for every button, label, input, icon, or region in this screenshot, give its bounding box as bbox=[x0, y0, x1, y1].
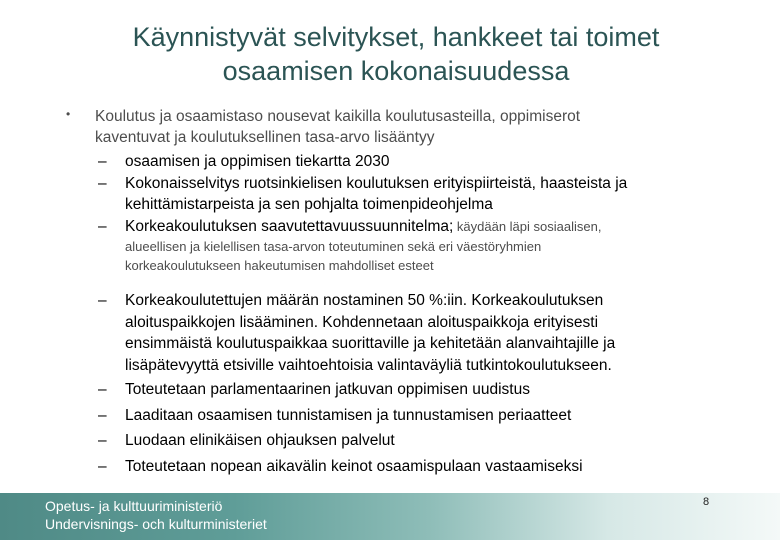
sub-item-text: ensimmäistä koulutuspaikkaa suorittaville ja kehitetään alanvaihtajille ja bbox=[125, 335, 616, 352]
sub-item-graduates-target bbox=[98, 290, 740, 376]
dash-marker: – bbox=[98, 381, 107, 398]
sub-item-recognition-principles bbox=[98, 405, 740, 427]
main-bullet-line-1: Koulutus ja osaamistaso nousevat kaikilla koulutusasteilla, oppimiserot bbox=[95, 108, 581, 125]
sub-item-swedish-education bbox=[98, 173, 740, 216]
sub-item-text: Korkeakoulutettujen määrän nostaminen 50 %:iin. Korkeakoulutuksen bbox=[125, 292, 604, 309]
sub-item-guidance-services bbox=[98, 430, 740, 452]
sub-item-skills-shortage bbox=[98, 456, 740, 478]
sub-item-small-text: alueellisen ja kielellisen tasa-arvon toteutuminen sekä eri väestöryhmien bbox=[125, 239, 542, 254]
dash-marker: – bbox=[98, 153, 107, 170]
main-bullet-text bbox=[95, 106, 735, 148]
sub-item-text: kehittämistarpeista ja sen pohjalta toimenpideohjelma bbox=[125, 196, 493, 213]
main-bullet-line-2: kaventuvat ja koulutuksellinen tasa-arvo lisääntyy bbox=[95, 129, 435, 146]
sub-list bbox=[98, 151, 740, 275]
sub-item-text: Toteutetaan nopean aikavälin keinot osaamispulaan vastaamiseksi bbox=[125, 457, 583, 475]
dash-marker: – bbox=[98, 174, 107, 192]
sub-list-continued bbox=[98, 290, 740, 477]
bullet-marker: • bbox=[66, 107, 71, 121]
ministry-name-sv: Undervisnings- och kulturministeriet bbox=[45, 516, 267, 532]
dash-marker: – bbox=[98, 432, 107, 449]
sub-item-text: Korkeakoulutuksen saavutettavuussuunnitelma; bbox=[125, 217, 454, 235]
title-line-1: Käynnistyvät selvitykset, hankkeet tai toimet bbox=[132, 22, 660, 52]
sub-item-text: Luodaan elinikäisen ohjauksen palvelut bbox=[125, 432, 395, 449]
sub-item-small-text: käydään läpi sosiaalisen, bbox=[453, 218, 602, 234]
ministry-name-fi: Opetus- ja kulttuuriministeriö bbox=[45, 498, 223, 514]
dash-marker: – bbox=[98, 217, 107, 235]
sub-item-small-text: korkeakoulutukseen hakeutumisen mahdolliset esteet bbox=[125, 258, 434, 273]
title-line-2: osaamisen kokonaisuudessa bbox=[222, 56, 570, 86]
sub-item-text: Toteutetaan parlamentaarinen jatkuvan oppimisen uudistus bbox=[125, 381, 530, 398]
sub-item-text: osaamisen ja oppimisen tiekartta 2030 bbox=[125, 153, 390, 170]
dash-marker: – bbox=[98, 457, 107, 475]
dash-marker: – bbox=[98, 292, 107, 309]
page-number: 8 bbox=[703, 496, 710, 508]
sub-item-text: lisäpätevyyttä etsiville vaihtoehtoisia valintaväyliä tutkintokoulutukseen. bbox=[125, 356, 612, 374]
sub-item-accessibility-plan bbox=[98, 216, 740, 276]
sub-item-continuous-learning bbox=[98, 379, 740, 401]
sub-item-text: aloituspaikkojen lisääminen. Kohdennetaan aloituspaikkoja erityisesti bbox=[125, 313, 599, 331]
sub-item-text: Kokonaisselvitys ruotsinkielisen koulutuksen erityispiirteistä, haasteista ja bbox=[125, 174, 628, 192]
ministry-footer bbox=[0, 493, 780, 540]
dash-marker: – bbox=[98, 406, 107, 424]
sub-item-text: Laaditaan osaamisen tunnistamisen ja tunnustamisen periaatteet bbox=[125, 406, 572, 424]
sub-item-roadmap bbox=[98, 151, 740, 173]
